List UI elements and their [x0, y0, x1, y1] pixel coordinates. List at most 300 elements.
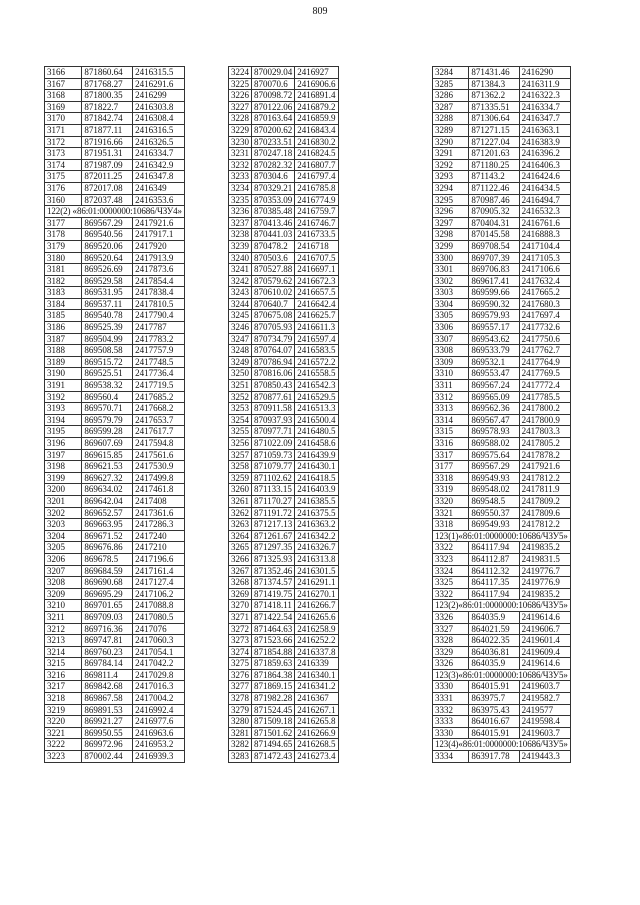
- table-row: [229, 252, 339, 264]
- x-coordinate: 869842.68: [82, 681, 133, 693]
- x-coordinate: 871916.66: [82, 136, 133, 148]
- point-number: 3332: [433, 704, 469, 716]
- table-row: [433, 171, 571, 183]
- table-row: [45, 507, 185, 519]
- table-row: [433, 275, 571, 287]
- y-coordinate: 2417210: [133, 542, 185, 554]
- point-number: 3269: [229, 588, 252, 600]
- y-coordinate: 2416939.3: [133, 751, 185, 763]
- x-coordinate: 871494.65: [252, 739, 295, 751]
- y-coordinate: 2419601.4: [519, 635, 570, 647]
- point-number: 3195: [45, 426, 82, 438]
- point-number: 3234: [229, 182, 252, 194]
- table-row: [229, 345, 339, 357]
- point-number: 3321: [433, 507, 469, 519]
- point-number: 3240: [229, 252, 252, 264]
- x-coordinate: 869684.59: [82, 565, 133, 577]
- x-coordinate: 871418.11: [252, 600, 295, 612]
- point-number: 3207: [45, 565, 82, 577]
- point-number: 3279: [229, 704, 252, 716]
- y-coordinate: 2417810.5: [133, 298, 185, 310]
- point-number: 3172: [45, 136, 82, 148]
- x-coordinate: 871987.09: [82, 159, 133, 171]
- y-coordinate: 2417921.6: [519, 461, 570, 473]
- x-coordinate: 870247.18: [252, 148, 295, 160]
- y-coordinate: 2417240: [133, 530, 185, 542]
- table-row: [45, 159, 185, 171]
- point-number: 3285: [433, 78, 469, 90]
- point-number: 3171: [45, 124, 82, 136]
- table-row: [229, 333, 339, 345]
- x-coordinate: 869599.66: [469, 287, 519, 299]
- y-coordinate: 2419776.9: [519, 577, 570, 589]
- table-row: [229, 298, 339, 310]
- y-coordinate: 2419614.6: [519, 658, 570, 670]
- point-number: 3169: [45, 101, 82, 113]
- x-coordinate: 871472.43: [252, 751, 295, 763]
- table-row: [229, 438, 339, 450]
- x-coordinate: 869599.28: [82, 426, 133, 438]
- y-coordinate: 2417530.9: [133, 461, 185, 473]
- x-coordinate: 864117.35: [469, 577, 519, 589]
- y-coordinate: 2416326.7: [295, 542, 338, 554]
- table-row: [229, 391, 339, 403]
- section-header: 123(2)«86:01:0000000:10686/ЧЗУ5»: [433, 600, 571, 612]
- x-coordinate: 864112.87: [469, 553, 519, 565]
- y-coordinate: 2419614.6: [519, 611, 570, 623]
- x-coordinate: 869537.11: [82, 298, 133, 310]
- x-coordinate: 864015.91: [469, 727, 519, 739]
- table-row: [229, 101, 339, 113]
- x-coordinate: 869747.81: [82, 635, 133, 647]
- y-coordinate: 2416480.5: [295, 426, 338, 438]
- y-coordinate: 2416299: [133, 90, 185, 102]
- point-number: 3313: [433, 403, 469, 415]
- point-number: 3265: [229, 542, 252, 554]
- x-coordinate: 864036.81: [469, 646, 519, 658]
- point-number: 3160: [45, 194, 82, 206]
- x-coordinate: 870353.09: [252, 194, 295, 206]
- x-coordinate: 869548.5: [469, 495, 519, 507]
- x-coordinate: 869562.36: [469, 403, 519, 415]
- y-coordinate: 2416572.2: [295, 356, 338, 368]
- table-row: [229, 693, 339, 705]
- table-row: [45, 669, 185, 681]
- y-coordinate: 2417913.9: [133, 252, 185, 264]
- table-row: [433, 101, 571, 113]
- x-coordinate: 871501.62: [252, 727, 295, 739]
- y-coordinate: 2416266.9: [295, 727, 338, 739]
- table-row: [433, 264, 571, 276]
- table-row: [433, 507, 571, 519]
- table-row: [45, 380, 185, 392]
- y-coordinate: 2417838.4: [133, 287, 185, 299]
- y-coordinate: 2417920: [133, 240, 185, 252]
- x-coordinate: 871191.72: [252, 507, 295, 519]
- table-row: [229, 380, 339, 392]
- table-row: [433, 287, 571, 299]
- point-number: 3256: [229, 438, 252, 450]
- point-number: 3273: [229, 635, 252, 647]
- table-row: [433, 577, 571, 589]
- x-coordinate: 870478.2: [252, 240, 295, 252]
- point-number: 3308: [433, 345, 469, 357]
- x-coordinate: 869526.69: [82, 264, 133, 276]
- table-row: [229, 240, 339, 252]
- x-coordinate: 869567.47: [469, 414, 519, 426]
- y-coordinate: 2416270.1: [295, 588, 338, 600]
- x-coordinate: 869921.27: [82, 716, 133, 728]
- table-row: [433, 78, 571, 90]
- table-row: [229, 136, 339, 148]
- table-row: [229, 414, 339, 426]
- table-row: [45, 182, 185, 194]
- point-number: 3168: [45, 90, 82, 102]
- point-number: 3237: [229, 217, 252, 229]
- y-coordinate: 2417105.3: [519, 252, 570, 264]
- x-coordinate: 870877.61: [252, 391, 295, 403]
- x-coordinate: 864117.94: [469, 542, 519, 554]
- point-number: 3277: [229, 681, 252, 693]
- x-coordinate: 869663.95: [82, 519, 133, 531]
- x-coordinate: 871352.46: [252, 565, 295, 577]
- point-number: 3275: [229, 658, 252, 670]
- point-number: 3188: [45, 345, 82, 357]
- table-row: [433, 380, 571, 392]
- x-coordinate: 870413.46: [252, 217, 295, 229]
- y-coordinate: 2416347.7: [519, 113, 570, 125]
- x-coordinate: 871022.09: [252, 438, 295, 450]
- point-number: 3307: [433, 333, 469, 345]
- x-coordinate: 871419.75: [252, 588, 295, 600]
- x-coordinate: 869520.06: [82, 240, 133, 252]
- table-row: [433, 438, 571, 450]
- table-row: [433, 217, 571, 229]
- y-coordinate: 2416611.3: [295, 322, 338, 334]
- point-number: 3221: [45, 727, 82, 739]
- table-row: [433, 716, 571, 728]
- table-row: [229, 78, 339, 90]
- y-coordinate: 2416797.4: [295, 171, 338, 183]
- y-coordinate: 2416672.3: [295, 275, 338, 287]
- point-number: 3194: [45, 414, 82, 426]
- table-row: [45, 217, 185, 229]
- table-row: [45, 136, 185, 148]
- table-row: [45, 229, 185, 241]
- table-row: [45, 658, 185, 670]
- table-row: [229, 461, 339, 473]
- table-row: [433, 461, 571, 473]
- point-number: 3261: [229, 495, 252, 507]
- section-header: 123(4)«86:01:0000000:10686/ЧЗУ5»: [433, 739, 571, 751]
- point-number: 3224: [229, 67, 252, 79]
- x-coordinate: 871524.45: [252, 704, 295, 716]
- y-coordinate: 2417772.4: [519, 380, 570, 392]
- y-coordinate: 2416363.2: [295, 519, 338, 531]
- x-coordinate: 869716.36: [82, 623, 133, 635]
- point-number: 3253: [229, 403, 252, 415]
- point-number: 3177: [45, 217, 82, 229]
- x-coordinate: 869529.58: [82, 275, 133, 287]
- table-row: [229, 287, 339, 299]
- point-number: 3187: [45, 333, 82, 345]
- point-number: 3305: [433, 310, 469, 322]
- point-number: 3323: [433, 553, 469, 565]
- point-number: 3282: [229, 739, 252, 751]
- table-row: [229, 124, 339, 136]
- x-coordinate: 869540.56: [82, 229, 133, 241]
- point-number: 3258: [229, 461, 252, 473]
- y-coordinate: 2417764.9: [519, 356, 570, 368]
- table-row: [45, 322, 185, 334]
- y-coordinate: 2417461.8: [133, 484, 185, 496]
- table-row: [229, 507, 339, 519]
- y-coordinate: 2416746.7: [295, 217, 338, 229]
- x-coordinate: 863917.78: [469, 751, 519, 763]
- table-row: [433, 588, 571, 600]
- y-coordinate: 2419603.7: [519, 727, 570, 739]
- table-row: [433, 553, 571, 565]
- y-coordinate: 2416341.2: [295, 681, 338, 693]
- y-coordinate: 2417665.2: [519, 287, 570, 299]
- point-number: 3182: [45, 275, 82, 287]
- point-number: 3334: [433, 751, 469, 763]
- y-coordinate: 2417668.2: [133, 403, 185, 415]
- y-coordinate: 2417812.2: [519, 519, 570, 531]
- point-number: 3185: [45, 310, 82, 322]
- y-coordinate: 2416657.5: [295, 287, 338, 299]
- table-row: [45, 438, 185, 450]
- y-coordinate: 2416353.6: [133, 194, 185, 206]
- point-number: 3186: [45, 322, 82, 334]
- point-number: 3311: [433, 380, 469, 392]
- point-number: 3241: [229, 264, 252, 276]
- point-number: 3270: [229, 600, 252, 612]
- x-coordinate: 870786.94: [252, 356, 295, 368]
- y-coordinate: 2417499.8: [133, 472, 185, 484]
- table-row: [45, 704, 185, 716]
- table-row: [45, 623, 185, 635]
- point-number: 3276: [229, 669, 252, 681]
- table-row: [229, 530, 339, 542]
- point-number: 3197: [45, 449, 82, 461]
- y-coordinate: 2417762.7: [519, 345, 570, 357]
- table-row: [45, 472, 185, 484]
- point-number: 3250: [229, 368, 252, 380]
- y-coordinate: 2419603.7: [519, 681, 570, 693]
- x-coordinate: 871431.46: [469, 67, 519, 79]
- table-row: [433, 704, 571, 716]
- x-coordinate: 869760.23: [82, 646, 133, 658]
- point-number: 3236: [229, 206, 252, 218]
- point-number: 3319: [433, 484, 469, 496]
- x-coordinate: 869520.64: [82, 252, 133, 264]
- section-row: [433, 530, 571, 542]
- y-coordinate: 2416266.7: [295, 600, 338, 612]
- y-coordinate: 2417697.4: [519, 310, 570, 322]
- x-coordinate: 871335.51: [469, 101, 519, 113]
- table-row: [45, 368, 185, 380]
- table-row: [433, 333, 571, 345]
- x-coordinate: 864112.32: [469, 565, 519, 577]
- x-coordinate: 869504.99: [82, 333, 133, 345]
- y-coordinate: 2416542.3: [295, 380, 338, 392]
- table-row: [45, 542, 185, 554]
- y-coordinate: 2416334.7: [133, 148, 185, 160]
- section-row: [433, 600, 571, 612]
- y-coordinate: 2416888.3: [519, 229, 570, 241]
- point-number: 3255: [229, 426, 252, 438]
- point-number: 3268: [229, 577, 252, 589]
- table-row: [229, 90, 339, 102]
- table-row: [45, 727, 185, 739]
- table-row: [229, 495, 339, 507]
- y-coordinate: 2416349: [133, 182, 185, 194]
- table-row: [433, 426, 571, 438]
- x-coordinate: 869553.47: [469, 368, 519, 380]
- x-coordinate: 869567.29: [82, 217, 133, 229]
- point-number: 3263: [229, 519, 252, 531]
- table-row: [45, 495, 185, 507]
- x-coordinate: 869557.17: [469, 322, 519, 334]
- section-row: [433, 669, 571, 681]
- table-row: [229, 751, 339, 763]
- point-number: 3232: [229, 159, 252, 171]
- y-coordinate: 2416859.9: [295, 113, 338, 125]
- table-row: [45, 124, 185, 136]
- x-coordinate: 870579.62: [252, 275, 295, 287]
- table-row: [433, 67, 571, 79]
- table-row: [433, 322, 571, 334]
- x-coordinate: 869532.1: [469, 356, 519, 368]
- point-number: 3291: [433, 148, 469, 160]
- y-coordinate: 2416558.5: [295, 368, 338, 380]
- point-number: 3326: [433, 611, 469, 623]
- point-number: 3297: [433, 217, 469, 229]
- table-row: [229, 681, 339, 693]
- x-coordinate: 871374.57: [252, 577, 295, 589]
- table-row: [45, 356, 185, 368]
- x-coordinate: 869579.79: [82, 414, 133, 426]
- table-row: [229, 635, 339, 647]
- y-coordinate: 2416339: [295, 658, 338, 670]
- y-coordinate: 2416334.7: [519, 101, 570, 113]
- table-row: [229, 716, 339, 728]
- x-coordinate: 871133.15: [252, 484, 295, 496]
- table-row: [433, 124, 571, 136]
- x-coordinate: 869690.68: [82, 577, 133, 589]
- point-number: 3229: [229, 124, 252, 136]
- y-coordinate: 2416265.6: [295, 611, 338, 623]
- y-coordinate: 2416383.9: [519, 136, 570, 148]
- point-number: 3257: [229, 449, 252, 461]
- point-number: 3178: [45, 229, 82, 241]
- x-coordinate: 871059.73: [252, 449, 295, 461]
- y-coordinate: 2416291.6: [133, 78, 185, 90]
- table-row: [229, 368, 339, 380]
- x-coordinate: 871271.15: [469, 124, 519, 136]
- section-row: [433, 739, 571, 751]
- x-coordinate: 871951.31: [82, 148, 133, 160]
- x-coordinate: 869678.5: [82, 553, 133, 565]
- point-number: 3222: [45, 739, 82, 751]
- table-row: [433, 194, 571, 206]
- x-coordinate: 869972.96: [82, 739, 133, 751]
- point-number: 3231: [229, 148, 252, 160]
- x-coordinate: 870404.31: [469, 217, 519, 229]
- y-coordinate: 2416267.1: [295, 704, 338, 716]
- x-coordinate: 869515.72: [82, 356, 133, 368]
- point-number: 3244: [229, 298, 252, 310]
- x-coordinate: 870764.07: [252, 345, 295, 357]
- point-number: 3318: [433, 472, 469, 484]
- point-number: 3288: [433, 113, 469, 125]
- x-coordinate: 871768.27: [82, 78, 133, 90]
- table-row: [229, 322, 339, 334]
- table-row: [229, 229, 339, 241]
- x-coordinate: 869540.78: [82, 310, 133, 322]
- point-number: 3306: [433, 322, 469, 334]
- table-row: [45, 90, 185, 102]
- point-number: 3219: [45, 704, 82, 716]
- y-coordinate: 2417917.1: [133, 229, 185, 241]
- y-coordinate: 2416494.7: [519, 194, 570, 206]
- y-coordinate: 2417805.2: [519, 438, 570, 450]
- x-coordinate: 869706.83: [469, 264, 519, 276]
- point-number: 3167: [45, 78, 82, 90]
- point-number: 3304: [433, 298, 469, 310]
- y-coordinate: 2416311.9: [519, 78, 570, 90]
- x-coordinate: 869549.93: [469, 472, 519, 484]
- section-header: 123(1)«86:01:0000000:10686/ЧЗУ5»: [433, 530, 571, 542]
- x-coordinate: 869784.14: [82, 658, 133, 670]
- table-row: [229, 646, 339, 658]
- table-row: [45, 264, 185, 276]
- x-coordinate: 870304.6: [252, 171, 295, 183]
- y-coordinate: 2417787: [133, 322, 185, 334]
- x-coordinate: 871422.54: [252, 611, 295, 623]
- y-coordinate: 2417060.3: [133, 635, 185, 647]
- table-row: [45, 101, 185, 113]
- point-number: 3324: [433, 565, 469, 577]
- table-row: [433, 148, 571, 160]
- x-coordinate: 869891.53: [82, 704, 133, 716]
- point-number: 3235: [229, 194, 252, 206]
- y-coordinate: 2416532.3: [519, 206, 570, 218]
- x-coordinate: 871143.2: [469, 171, 519, 183]
- table-row: [433, 611, 571, 623]
- point-number: 3190: [45, 368, 82, 380]
- x-coordinate: 871122.46: [469, 182, 519, 194]
- y-coordinate: 2416308.4: [133, 113, 185, 125]
- table-row: [45, 391, 185, 403]
- y-coordinate: 2416385.5: [295, 495, 338, 507]
- table-row: [433, 751, 571, 763]
- table-row: [45, 681, 185, 693]
- table-row: [45, 565, 185, 577]
- y-coordinate: 2416430.1: [295, 461, 338, 473]
- y-coordinate: 2416843.4: [295, 124, 338, 136]
- point-number: 3328: [433, 635, 469, 647]
- y-coordinate: 2419598.4: [519, 716, 570, 728]
- x-coordinate: 863975.7: [469, 693, 519, 705]
- y-coordinate: 2416434.5: [519, 182, 570, 194]
- x-coordinate: 869560.4: [82, 391, 133, 403]
- point-number: 3292: [433, 159, 469, 171]
- table-row: [229, 704, 339, 716]
- table-row: [229, 182, 339, 194]
- y-coordinate: 2417029.8: [133, 669, 185, 681]
